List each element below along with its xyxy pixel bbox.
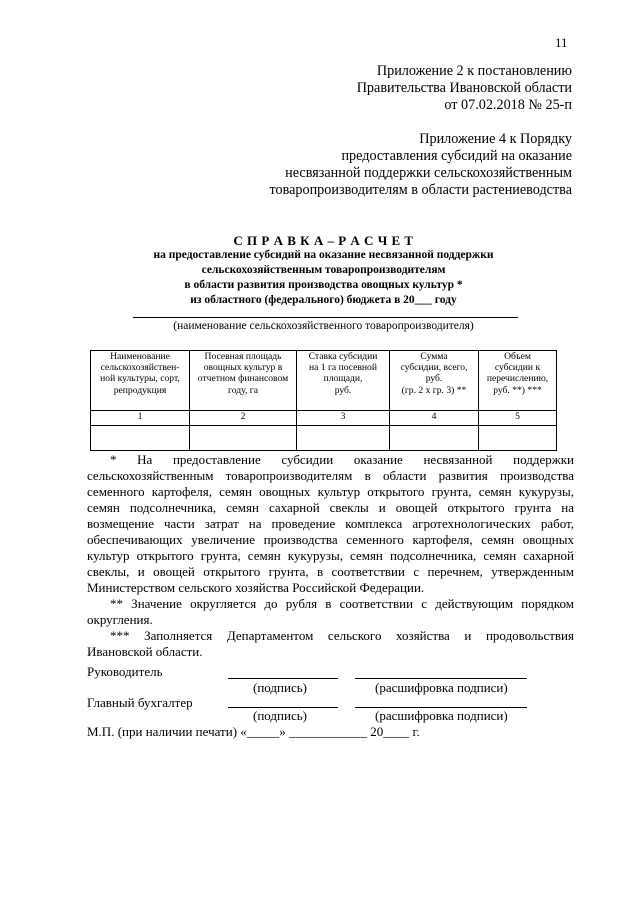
appendix-2-line-3: от 07.02.2018 № 25-п <box>444 97 572 113</box>
footnote-1-line: свеклы, и овощей открытого грунта, в соответствии с перечнем, утвержденным <box>87 564 574 579</box>
column-number: 3 <box>297 411 390 426</box>
head-signature-line[interactable] <box>228 678 338 679</box>
footnote-3-line: *** Заполняется Департаментом сельского хозяйства и продовольствия <box>110 628 574 643</box>
footnote-1-line: семян подсолнечника, семян сахарной свеклы и овощей открытого грунта на <box>87 500 574 515</box>
appendix-4-line-4: товаропроизводителям в области растениеводства <box>269 182 572 198</box>
footnote-1-line: возмещение части затрат на проведение комплекса агротехнологических работ, <box>87 516 574 531</box>
title-line-4: из областного (федерального) бюджета в 20___ году <box>190 294 457 306</box>
header-cell-line: на 1 га посевной <box>309 362 377 374</box>
table-number-row <box>91 411 557 426</box>
footnote-1-line: культур открытого грунта, семян кукурузы, семян подсолнечника, семян сахарной <box>87 548 574 563</box>
header-cell-line: Сумма <box>420 351 448 362</box>
header-cell-line: руб. <box>334 384 352 396</box>
header-cell-line: руб. **) *** <box>493 384 542 396</box>
head-decoding-line[interactable] <box>355 678 527 679</box>
column-number: 2 <box>190 411 297 426</box>
table-header-cell <box>390 351 479 411</box>
footnote-3-line: Ивановской области. <box>87 644 203 659</box>
table-cell <box>297 426 390 451</box>
header-cell-line: Наименование <box>110 351 170 362</box>
table-header-row <box>91 351 557 411</box>
footnote-1-line: Министерством сельского хозяйства Российской Федерации. <box>87 580 425 595</box>
footnote-2-line: округления. <box>87 612 153 627</box>
footnote-1-line: сельскохозяйственным товаропроизводителям в области развития производства <box>87 468 574 483</box>
table-header-cell <box>479 351 557 411</box>
header-cell-line: площади, <box>323 373 363 385</box>
header-cell-line: руб. <box>425 373 443 385</box>
table-cell <box>91 426 190 451</box>
table-header-cell <box>91 351 190 411</box>
accountant-signature-caption: (подпись) <box>253 708 307 723</box>
column-number: 5 <box>479 411 557 426</box>
seal-date-line: М.П. (при наличии печати) «_____» ____________ 20____ г. <box>87 724 420 739</box>
header-cell-line: ной культуры, сорт, <box>100 373 180 385</box>
header-cell-line: сельскохозяйствен- <box>100 362 180 374</box>
header-cell-line: отчетном финансовом <box>197 373 289 385</box>
column-number: 4 <box>390 411 479 426</box>
appendix-4-line-3: несвязанной поддержки сельскохозяйственным <box>285 165 572 181</box>
appendix-4-line-2: предоставления субсидий на оказание <box>341 148 572 164</box>
title-line-2: сельскохозяйственным товаропроизводителям <box>201 264 446 276</box>
table-cell <box>479 426 557 451</box>
footnote-2-line: ** Значение округляется до рубля в соответствии с действующим порядком <box>110 596 574 611</box>
header-cell-line: репродукция <box>113 384 167 396</box>
appendix-2-line-1: Приложение 2 к постановлению <box>376 63 572 79</box>
footnote-1-line: обеспечивающих увеличение производства семенного картофеля, семян овощных <box>87 532 574 547</box>
head-label: Руководитель <box>87 664 163 679</box>
header-cell-line: перечислению, <box>486 373 549 385</box>
table-header-cell <box>297 351 390 411</box>
chief-accountant-label: Главный бухгалтер <box>87 695 193 710</box>
appendix-2-line-2: Правительства Ивановской области <box>356 80 572 96</box>
table-empty-row <box>91 426 557 451</box>
table-header-cell <box>190 351 297 411</box>
accountant-decoding-caption: (расшифровка подписи) <box>375 708 508 723</box>
header-cell-line: (гр. 2 х гр. 3) ** <box>401 384 467 396</box>
header-cell-line: овощных культур в <box>203 362 283 374</box>
header-cell-line: субсидии к <box>494 362 541 374</box>
title-line-1: на предоставление субсидий на оказание несвязанной поддержки <box>153 249 494 261</box>
header-cell-line: субсидии, всего, <box>400 362 468 374</box>
title-line-3: в области развития производства овощных культур * <box>184 279 463 291</box>
producer-caption: (наименование сельскохозяйственного товаропроизводителя) <box>173 320 474 332</box>
appendix-4-line-1: Приложение 4 к Порядку <box>419 131 572 147</box>
head-decoding-caption: (расшифровка подписи) <box>375 680 508 695</box>
header-cell-line: Объем <box>504 351 531 362</box>
producer-name-line <box>133 317 518 318</box>
column-number: 1 <box>91 411 190 426</box>
footnote-1-line: семенного картофеля, семян овощных культур открытого грунта, семян кукурузы, <box>87 484 574 499</box>
head-signature-caption: (подпись) <box>253 680 307 695</box>
footnote-1-line: * На предоставление субсидии оказание несвязанной поддержки <box>110 452 574 467</box>
page-number: 11 <box>555 35 568 50</box>
header-cell-line: Посевная площадь <box>204 351 282 362</box>
table-cell <box>390 426 479 451</box>
header-cell-line: году, га <box>228 384 258 396</box>
title-heading: С П Р А В К А – Р А С Ч Е Т <box>233 233 414 248</box>
header-cell-line: Ставка субсидии <box>308 351 378 362</box>
calculation-table <box>90 350 557 451</box>
table-cell <box>190 426 297 451</box>
